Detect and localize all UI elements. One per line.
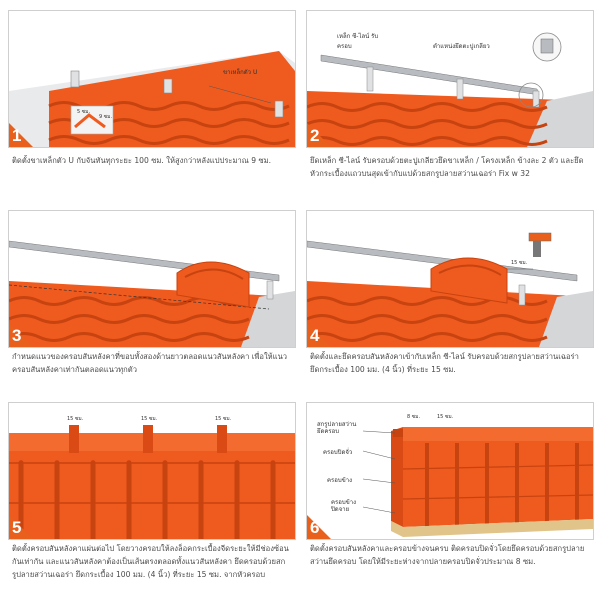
step-illustration-2 bbox=[306, 10, 594, 148]
step-caption: กำหนดแนวของครอบสันหลังคาที่ขอบทั้งสองด้านยาวตลอดแนวสันหลังคา เพื่อให้แนวครอบสันหลังคาเท่ากันตลอดแนวทุกตัว bbox=[12, 352, 288, 374]
step-illustration-5 bbox=[8, 402, 296, 540]
step-number: 3 bbox=[12, 326, 22, 345]
step-number: 5 bbox=[12, 518, 22, 537]
dimension-label: 15 ซม. bbox=[141, 416, 158, 422]
screw-position-label: ตำแหน่งยึดตะปูเกลียว bbox=[433, 43, 490, 50]
step-caption: ยึดเหล็ก ซี-ไลน์ รับครอบด้วยตะปูเกลียวยึดขาเหล็ก / โครงเหล็ก ข้างละ 2 ตัว และยึดหัวกระเบื้องแถวบนสุดเข้ากับแปด้วยสกรูปลายสว่านเฉอร่า Fix w 32 bbox=[310, 156, 584, 178]
end-cap-label: ครอบข้าง ปิดจาย bbox=[331, 499, 357, 513]
step-illustration-6 bbox=[306, 402, 594, 540]
step-number: 2 bbox=[310, 126, 320, 145]
step-illustration-3 bbox=[8, 210, 296, 348]
screw-label: สกรูปลายสว่าน ยึดครอบ bbox=[317, 421, 357, 435]
step-illustration-4 bbox=[306, 210, 594, 348]
dimension-label: 15 ซม. bbox=[511, 260, 528, 266]
dimension-label: 15 ซม. bbox=[215, 416, 232, 422]
step-caption: ติดตั้งครอบสันหลังคาและครอบข้างจนครบ ติดครอบปิดจั่วโดยยึดครอบด้วยสกรูปลายสว่านยึดครอบ โดยให้มีระยะห่างจากปลายครอบปิดจั่วประมาณ 8 ซม. bbox=[310, 544, 585, 566]
side-cap-label: ครอบข้าง bbox=[327, 477, 353, 484]
cline-label: เหล็ก ซี-ไลน์ รับครอบ bbox=[337, 33, 379, 50]
dimension-label: 5 ซม. bbox=[77, 109, 91, 115]
step-illustration-1 bbox=[8, 10, 296, 148]
step-number: 1 bbox=[12, 126, 22, 145]
dimension-label: 15 ซม. bbox=[437, 414, 454, 420]
step-caption: ติดตั้งครอบสันหลังคาแผ่นต่อไป โดยวางครอบให้ลงล็อคกระเบื้องจีดระยะให้มีช่องซ้อนกันเท่ากัน และแนวสันหลังคาต้องเป็นเส้นตรงตลอดทั้งแนวสันหลังคา ยึดครอบด้วยสกรูปลายสว่านเฉอร่า ยึดกระเบื้อง 100 มม. (4 นิ้ว) ที่ระยะ 15 ซม. จากหัวครอบ bbox=[12, 544, 289, 579]
dimension-label: 15 ซม. bbox=[67, 416, 84, 422]
bracket-label: ขาเหล็กตัว U bbox=[223, 69, 258, 76]
step-caption: ติดตั้งขาเหล็กตัว U กับจันทันทุกระยะ 100 ซม. ให้สูงกว่าหลังแปประมาณ 9 ซม. bbox=[12, 156, 272, 165]
ridge-cap-label: ครอบปิดจั่ว bbox=[323, 449, 353, 456]
dimension-label: 9 ซม. bbox=[99, 114, 113, 120]
step-number: 4 bbox=[310, 326, 320, 345]
dimension-label: 8 ซม. bbox=[407, 414, 421, 420]
step-number: 6 bbox=[310, 518, 320, 537]
step-caption: ติดตั้งและยึดครอบสันหลังคาเข้ากับเหล็ก ซี-ไลน์ รับครอบด้วยสกรูปลายสว่านเฉอร่า ยึดกระเบื้อง 100 มม. (4 นิ้ว) ที่ระยะ 15 ซม. bbox=[310, 352, 579, 374]
